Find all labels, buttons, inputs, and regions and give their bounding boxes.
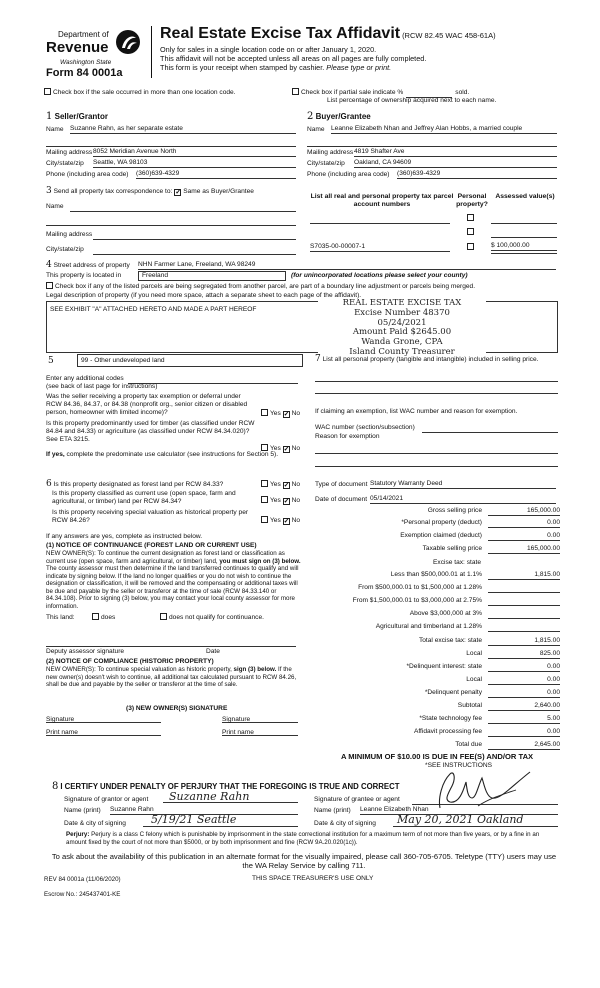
- same-as-buyer-label: Same as Buyer/Grantee: [183, 188, 254, 195]
- wac-number-label: WAC number (section/subsection): [315, 424, 415, 431]
- revenue-text: Revenue: [46, 39, 109, 56]
- does-checkbox[interactable]: [92, 613, 99, 620]
- s5-q2-no-label: No: [291, 445, 301, 452]
- notice-3-title: (3) NEW OWNER(S) SIGNATURE: [126, 705, 228, 712]
- personal-property-line-2: [315, 393, 558, 394]
- notice-1-text-b: you must sign on (3) below.: [219, 557, 301, 565]
- s6-q1-no-label: No: [291, 481, 301, 488]
- section7-label: List all personal property (tangible and intangible) included in selling price.: [322, 356, 539, 363]
- grantor-date-ink: 5/19/21 Seattle: [151, 813, 237, 826]
- s6-q2-yes-checkbox[interactable]: [261, 496, 268, 503]
- notice-2-title: (2) NOTICE OF COMPLIANCE (HISTORIC PROPERTY): [46, 658, 214, 665]
- rate2-row: [314, 584, 564, 596]
- grantor-signature[interactable]: [163, 790, 298, 803]
- treasurer-space-label: THIS SPACE TREASURER'S USE ONLY: [252, 875, 374, 882]
- revenue-logo-icon: [114, 28, 142, 56]
- new-owner-print-label-2: Print name: [222, 729, 254, 736]
- tech-fee-label: *State technology fee: [419, 715, 482, 722]
- notice-2-text-b: sign (3) below.: [233, 666, 277, 673]
- form-number: Form 84 0001a: [46, 67, 123, 79]
- buyer-num: 2: [307, 111, 314, 122]
- doc-date-field[interactable]: 05/14/2021: [370, 495, 556, 504]
- tech-fee-row: [314, 715, 564, 727]
- s6-q1-no-checkbox[interactable]: [283, 482, 290, 489]
- section7-text: [315, 354, 560, 365]
- s5-q1-yes-checkbox[interactable]: [261, 409, 268, 416]
- rate3-value[interactable]: [488, 597, 560, 606]
- rate2-label: From $500,000.01 to $1,500,000 at 1.28%: [358, 584, 482, 591]
- buyer-name-label: Name: [307, 126, 325, 133]
- s5-q1-yes-label: Yes: [270, 410, 281, 417]
- parcel-row1-checkbox[interactable]: [467, 214, 474, 221]
- total-state-value[interactable]: 1,815.00: [488, 637, 560, 646]
- partial-sale-label-a: Check box if partial sale indicate %: [301, 89, 404, 96]
- affidavit-fee-label: Affidavit processing fee: [413, 728, 482, 735]
- seller-name-line-2: [46, 146, 296, 147]
- buyer-mail-field[interactable]: 4819 Shafter Ave: [354, 148, 557, 157]
- gross-price-label: Gross selling price: [427, 507, 482, 514]
- local-value[interactable]: 825.00: [488, 650, 560, 659]
- total-state-row: [314, 637, 564, 649]
- exemption-reason-line-2: [315, 466, 558, 467]
- exemption-reason-label: Reason for exemption: [315, 433, 380, 440]
- form-title: Real Estate Excise Tax Affidavit: [160, 25, 401, 42]
- gross-price-value[interactable]: 165,000.00: [488, 507, 560, 516]
- treasurer-stamp: [318, 299, 486, 358]
- rate5-value[interactable]: [488, 623, 560, 632]
- section6-num: 6: [46, 479, 52, 489]
- grantor-date-field[interactable]: [143, 813, 298, 827]
- total-due-value[interactable]: 2,645.00: [488, 741, 560, 750]
- seller-heading-text: Seller/Grantor: [54, 112, 108, 121]
- delinquent-state-label: *Delinquent interest: state: [406, 663, 482, 670]
- stamp-line-4: Amount Paid $2645.00: [352, 327, 452, 338]
- header-line-3: This form is your receipt when stamped by cashier.: [160, 62, 325, 72]
- stamp-line-5: Wanda Grone, CPA: [361, 337, 443, 348]
- s5-q2-note-bold: If yes,: [46, 451, 65, 458]
- subtotal-row: [314, 702, 564, 714]
- seller-mail-field[interactable]: 8052 Meridian Avenue North: [93, 148, 296, 157]
- parcel-row1-value[interactable]: $ 100,000.00: [491, 242, 557, 251]
- parcels-col-header: List all real and personal property tax parcel account numbers: [310, 193, 454, 209]
- delinquent-state-row: [314, 663, 564, 675]
- form-rcw: (RCW 82.45 WAC 458-61A): [402, 31, 496, 40]
- exempt-deduct-row: [314, 532, 564, 544]
- segregated-checkbox[interactable]: [46, 282, 53, 289]
- s6-q1: [46, 479, 223, 490]
- minimum-fee-note: A MINIMUM OF $10.00 IS DUE IN FEE(S) AND/OR TAX: [341, 752, 534, 761]
- s6-if-yes: If any answers are yes, complete as instructed below.: [46, 533, 203, 540]
- s6-q1-yes-checkbox[interactable]: [261, 480, 268, 487]
- subtotal-value[interactable]: 2,640.00: [488, 702, 560, 711]
- does-not-label: does not qualify for continuance.: [169, 614, 264, 621]
- seller-phone-label: Phone (including area code): [46, 171, 129, 178]
- stamp-line-6: Island County Treasurer: [349, 346, 455, 357]
- same-as-buyer-checkbox[interactable]: [174, 189, 181, 196]
- notice-1-text-a: NEW OWNER(S): To continue the current designation as forest land or classification as current use (open space, farm and agricultural, or timber) land,: [46, 550, 285, 565]
- seller-name-label: Name: [46, 126, 64, 133]
- s5-q1-no-label: No: [291, 410, 301, 417]
- rate2-value[interactable]: [488, 584, 560, 593]
- tech-fee-value[interactable]: 5.00: [488, 715, 560, 724]
- section4-street: [46, 260, 130, 271]
- s5-q1-text: Was the seller receiving a property tax exemption or deferral under RCW 84.36, 84.37, or 84.38 (nonprofit org., senior citizen or disabled person, homeowner with limited income)?: [46, 393, 248, 416]
- state-text: Washington State: [60, 59, 112, 66]
- seller-phone-field[interactable]: (360)639-4329: [136, 170, 296, 179]
- buyer-city-field[interactable]: Oakland, CA 94609: [354, 159, 557, 168]
- see-instructions-note: *SEE INSTRUCTIONS: [425, 762, 493, 769]
- section3-mail-field[interactable]: [93, 239, 296, 240]
- rate1-label: Less than $500,000.01 at 1.1%: [390, 571, 482, 578]
- taxable-price-label: Taxable selling price: [422, 545, 482, 552]
- parcel-row2-checkbox[interactable]: [467, 228, 474, 235]
- does-label: does: [101, 614, 116, 621]
- seller-name-field[interactable]: Suzanne Rahn, as her separate estate: [70, 125, 296, 134]
- partial-sale-note: List percentage of ownership acquired next to each name.: [327, 97, 497, 104]
- rate1-value[interactable]: 1,815.00: [488, 571, 560, 580]
- s6-q3-yes-label: Yes: [270, 517, 281, 524]
- perjury-bold: Perjury:: [66, 831, 90, 838]
- section3-name-line-2: [46, 225, 296, 226]
- multi-location-check[interactable]: [44, 88, 236, 97]
- header-line-1: Only for sales in a single location code on or after January 1, 2020.: [160, 45, 377, 55]
- dept-of-text: Department of: [58, 30, 109, 39]
- section3-heading: [46, 186, 254, 197]
- rate5-label: Agricultural and timberland at 1.28%: [375, 623, 482, 630]
- section3-text: Send all property tax correspondence to:: [53, 188, 173, 195]
- s6-q3-answer: [261, 516, 300, 525]
- grantee-date-ink: May 20, 2021 Oakland: [397, 813, 524, 826]
- certify-text: I CERTIFY UNDER PENALTY OF PERJURY THAT THE FOREGOING IS TRUE AND CORRECT: [60, 782, 400, 791]
- s5-q1-no-checkbox[interactable]: [283, 411, 290, 418]
- affidavit-fee-row: [314, 728, 564, 740]
- does-not-check[interactable]: [160, 613, 264, 622]
- new-owner-print-label-1: Print name: [46, 729, 78, 736]
- header-divider: [151, 26, 152, 78]
- affidavit-fee-value[interactable]: 0.00: [488, 728, 560, 737]
- grantee-date-label: Date & city of signing: [314, 820, 376, 827]
- section5-num: 5: [48, 356, 54, 366]
- additional-codes-label: Enter any additional codes: [46, 375, 124, 382]
- notice-1-text-c: The county assessor must then determine if the land transferred continues to qualify and will indicate by signing below. If the land no longer qualifies or you do not wish to continue the designation or classification, it will be removed and the compensating or additional taxes will be due and payable by the seller or transferor at the time of sale (RCW 84.33.140 or 84.34.108). Prior to signing (3) below, you may contact your local county assessor for more information.: [46, 565, 299, 610]
- grantor-date-label: Date & city of signing: [64, 820, 126, 827]
- seller-mail-label: Mailing address: [46, 149, 93, 156]
- s6-q1-answer: [261, 480, 300, 489]
- grantor-signature-ink: Suzanne Rahn: [169, 790, 250, 803]
- multi-location-label: Check box if the sale occurred in more than one location code.: [53, 89, 236, 96]
- section3-mail-label: Mailing address: [46, 231, 93, 238]
- this-land-label: This land:: [46, 614, 75, 621]
- does-check[interactable]: [92, 613, 115, 622]
- personal-property-col-header: Personal property?: [456, 193, 488, 209]
- parcel-row0-line: [310, 223, 450, 224]
- local2-row: [314, 676, 564, 688]
- section3-city-label: City/state/zip: [46, 246, 84, 253]
- buyer-city-label: City/state/zip: [307, 160, 345, 167]
- grantor-name-field[interactable]: Suzanne Rahn: [110, 806, 298, 815]
- rate1-row: [314, 571, 564, 583]
- rate4-row: [314, 610, 564, 622]
- s6-q2-yes-label: Yes: [270, 497, 281, 504]
- s6-q3-text: Is this property receiving special valuation as historical property per RCW 84.26?: [52, 509, 249, 524]
- street-address-field[interactable]: NHN Farmer Lane, Freeland, WA 98249: [138, 261, 556, 270]
- doc-type-label: Type of document: [315, 481, 368, 488]
- stamp-line-1: REAL ESTATE EXCISE TAX: [342, 298, 462, 308]
- doc-date-label: Date of document: [315, 496, 368, 503]
- alt-format-note: To ask about the availability of this publication in an alternate format for the visually impaired, please call 360-705-6705. Teletype (TTY) users may use the WA Relay Service by calling 711.: [51, 852, 557, 871]
- s6-q3-yes-checkbox[interactable]: [261, 516, 268, 523]
- personal-deduct-row: [314, 519, 564, 531]
- s6-q2-no-checkbox[interactable]: [283, 498, 290, 505]
- total-state-label: Total excise tax: state: [418, 637, 482, 644]
- grantee-name-label: Name (print): [314, 807, 351, 814]
- does-not-checkbox[interactable]: [160, 613, 167, 620]
- penalty-row: [314, 689, 564, 701]
- parcel-row3-line: [491, 253, 557, 254]
- s6-q3-no-checkbox[interactable]: [283, 518, 290, 525]
- total-due-label: Total due: [455, 741, 482, 748]
- stamp-line-3: 05/24/2021: [377, 317, 427, 328]
- s5-q2-yes-label: Yes: [270, 445, 281, 452]
- perjury-text: Perjury is a class C felony which is punishable by imprisonment in the state correctional institution for a maximum term of not more than five years, or by a fine in an amount fixed by the court of not more than $5000, or by both imprisonment and fine (RCW 9A.20.020(1c)).: [66, 831, 540, 847]
- rate3-row: [314, 597, 564, 609]
- street-label: Street address of property: [53, 262, 130, 269]
- buyer-heading-text: Buyer/Grantee: [315, 112, 371, 121]
- s6-q3-no-label: No: [291, 517, 301, 524]
- section8-num: 8: [52, 781, 59, 792]
- section3-name-field[interactable]: [70, 211, 296, 212]
- penalty-label: *Delinquent penalty: [424, 689, 482, 696]
- located-select[interactable]: Freeland: [138, 271, 286, 281]
- new-owner-sig-label-1: Signature: [46, 716, 75, 723]
- section4-num: 4: [46, 260, 52, 270]
- buyer-mail-label: Mailing address: [307, 149, 354, 156]
- s6-q1-yes-label: Yes: [270, 481, 281, 488]
- exemption-label: If claiming an exemption, list WAC number and reason for exemption.: [315, 408, 518, 415]
- seller-heading: [46, 111, 108, 123]
- revision-label: REV 84 0001a (11/06/2020): [44, 876, 121, 883]
- grantee-date-field[interactable]: [393, 813, 558, 827]
- s5-q2-note: [46, 451, 296, 459]
- s6-q2-text: Is this property classified as current use (open space, farm and agricultural, or timber) land per RCW 84.34?: [52, 490, 236, 505]
- stamp-line-2: Excise Number 48370: [354, 307, 450, 318]
- notice-1-body: [46, 550, 301, 611]
- gross-price-row: [314, 507, 564, 519]
- assessed-value-col-header: Assessed value(s): [495, 193, 555, 200]
- notice-2-text-c: If the new owner(s) doesn't wish to continue, all additional tax calculated pursuant to RCW 84.26, shall be due and payable by the seller or transferor at the time of sale.: [46, 666, 297, 689]
- personal-deduct-label: *Personal property (deduct): [401, 519, 482, 526]
- deputy-signature-label: Deputy assessor signature: [46, 648, 125, 655]
- buyer-name-line-2: [307, 146, 557, 147]
- s6-q2-answer: [261, 496, 300, 505]
- local-row: [314, 650, 564, 662]
- section3-name-label: Name: [46, 203, 64, 210]
- doc-type-field[interactable]: Statutory Warranty Deed: [370, 480, 556, 489]
- grantee-sig-label: Signature of grantee or agent: [314, 796, 400, 803]
- exemption-reason-line-1[interactable]: [315, 453, 558, 454]
- taxable-price-value[interactable]: 165,000.00: [488, 545, 560, 554]
- rate5-row: [314, 623, 564, 635]
- personal-property-line-1[interactable]: [315, 381, 558, 382]
- legal-description-text: SEE EXHIBIT "A" ATTACHED HERETO AND MADE A PART HEREOF: [50, 306, 257, 313]
- section7-num: 7: [315, 354, 321, 364]
- exempt-deduct-label: Exemption claimed (deduct): [400, 532, 482, 539]
- seller-city-label: City/state/zip: [46, 160, 84, 167]
- seller-city-field[interactable]: Seattle, WA 98103: [93, 159, 296, 168]
- exempt-deduct-value[interactable]: 0.00: [488, 532, 560, 541]
- section3-num: 3: [46, 186, 52, 196]
- land-use-select[interactable]: 99 - Other undeveloped land: [77, 354, 303, 367]
- s5-q1-answer: [261, 409, 300, 418]
- header-line-3-italic: Please type or print.: [326, 62, 392, 72]
- located-label: This property is located in: [46, 272, 122, 279]
- grantor-sig-label: Signature of grantor or agent: [64, 796, 149, 803]
- new-owner-sig-label-2: Signature: [222, 716, 251, 723]
- parcel-row3-checkbox[interactable]: [467, 243, 474, 250]
- excise-state-label: Excise tax: state: [433, 559, 482, 566]
- form-title-block: [160, 24, 580, 72]
- personal-deduct-value[interactable]: 0.00: [488, 519, 560, 528]
- delinquent-state-value[interactable]: 0.00: [488, 663, 560, 672]
- s5-q2-yes-checkbox[interactable]: [261, 444, 268, 451]
- notice-1-title: (1) NOTICE OF CONTINUANCE (FOREST LAND OR CURRENT USE): [46, 542, 257, 549]
- rate3-label: From $1,500,000.01 to $3,000,000 at 2.75%: [352, 597, 482, 604]
- wac-number-field[interactable]: [422, 432, 558, 433]
- parcel-row1-number[interactable]: S7035-00-00007-1: [310, 243, 450, 252]
- s6-q1-text: Is this property designated as forest land per RCW 84.33?: [53, 481, 224, 488]
- section3-city-field[interactable]: [93, 254, 296, 255]
- multi-location-checkbox[interactable]: [44, 88, 51, 95]
- perjury-note: [66, 831, 560, 847]
- rate4-label: Above $3,000,000 at 3%: [409, 610, 482, 617]
- segregated-label: Check box if any of the listed parcels are being segregated from another parcel, are part of a boundary line adjustment or parcels being merged.: [55, 283, 476, 290]
- located-note: (for unincorporated locations please select your county): [291, 272, 468, 279]
- s5-q2-note-text: complete the predominate use calculator (see instructions for Section 5).: [66, 451, 279, 458]
- rate4-value[interactable]: [488, 610, 560, 619]
- buyer-phone-label: Phone (including area code): [307, 171, 390, 178]
- partial-sale-checkbox[interactable]: [292, 88, 299, 95]
- local2-label: Local: [466, 676, 482, 683]
- header-line-2: This affidavit will not be accepted unless all areas on all pages are fully completed.: [160, 53, 427, 63]
- buyer-heading: [307, 111, 371, 123]
- notice-2-text-a: NEW OWNER(S): To continue special valuation as historic property,: [46, 666, 232, 673]
- subtotal-label: Subtotal: [457, 702, 482, 709]
- local-label: Local: [466, 650, 482, 657]
- deputy-signature-line[interactable]: [46, 646, 296, 647]
- notice-2-body: [46, 666, 301, 689]
- deputy-date-label: Date: [206, 648, 220, 655]
- s6-q2-no-label: No: [291, 497, 301, 504]
- parcel-row0-value-line: [491, 223, 557, 224]
- taxable-price-row: [314, 545, 564, 557]
- buyer-phone-field[interactable]: (360)639-4329: [397, 170, 557, 179]
- local2-value[interactable]: 0.00: [488, 676, 560, 685]
- segregated-check[interactable]: [46, 282, 475, 291]
- legal-description-label: Legal description of property (if you need more space, attach a separate sheet to each page of the affidavit).: [46, 292, 362, 299]
- seller-num: 1: [46, 111, 53, 122]
- grantee-name-field[interactable]: Leanne Elizabeth Nhan: [360, 806, 558, 815]
- grantor-name-label: Name (print): [64, 807, 101, 814]
- parcel-row2-line: [491, 237, 557, 238]
- penalty-value[interactable]: 0.00: [488, 689, 560, 698]
- buyer-name-field[interactable]: Leanne Elizabeth Nhan and Jeffrey Alan Hobbs, a married couple: [331, 125, 557, 134]
- escrow-number: Escrow No.: 245437401-KE: [44, 891, 121, 898]
- additional-codes-note: (see back of last page for instructions): [46, 383, 158, 390]
- s5-q2-text: Is this property predominantly used for timber (as classified under RCW 84.84 and 84.33) or agriculture (as classified under RCW 84.34.020)? See ETA 3215.: [46, 420, 255, 443]
- partial-sale-label-b: sold.: [455, 89, 470, 96]
